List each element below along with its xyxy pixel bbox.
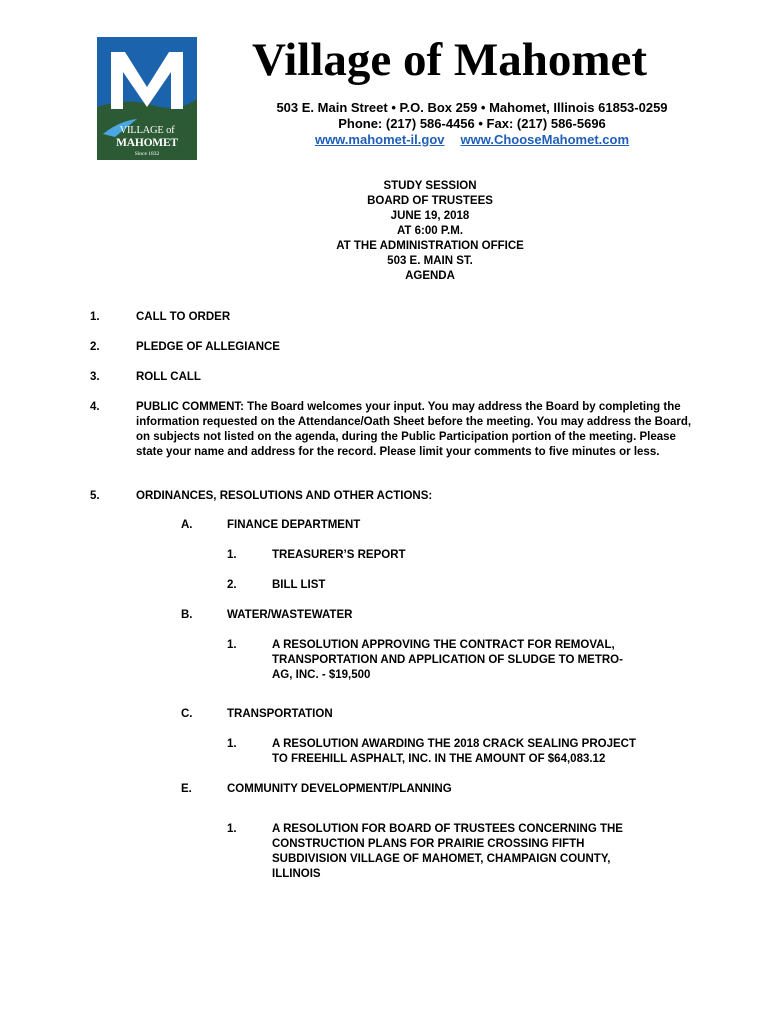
item-text: ROLL CALL [136, 371, 201, 383]
address-line: 503 E. Main Street • P.O. Box 259 • Mahomet, Illinois 61853-0259 [276, 100, 668, 115]
item-number: 3. [90, 371, 100, 383]
sub-item-line: A RESOLUTION FOR BOARD OF TRUSTEES CONCERNING THE [272, 823, 623, 835]
sub-item-text: BILL LIST [272, 579, 326, 591]
item-number: 5. [90, 490, 100, 502]
section-letter: A. [181, 519, 193, 531]
session-line: 503 E. MAIN ST. [387, 255, 473, 267]
sub-item-number: 1. [227, 823, 237, 835]
section-title: TRANSPORTATION [227, 708, 333, 720]
logo-line-village-of: VILLAGE of [119, 125, 175, 136]
section-title: COMMUNITY DEVELOPMENT/PLANNING [227, 783, 452, 795]
sub-item-line: TRANSPORTATION AND APPLICATION OF SLUDGE TO METRO- [272, 654, 623, 666]
document-title: Village of Mahomet [252, 34, 648, 86]
sub-item-number: 1. [227, 549, 237, 561]
sub-item-line: A RESOLUTION AWARDING THE 2018 CRACK SEALING PROJECT [272, 738, 636, 750]
section-letter: C. [181, 708, 193, 720]
sub-item-line: SUBDIVISION VILLAGE OF MAHOMET, CHAMPAIGN COUNTY, [272, 853, 611, 865]
section-letter: B. [181, 609, 193, 621]
sub-item-number: 2. [227, 579, 237, 591]
sub-item-line: TO FREEHILL ASPHALT, INC. IN THE AMOUNT OF $64,083.12 [272, 753, 606, 765]
session-line: STUDY SESSION [383, 180, 477, 192]
sub-item-line: A RESOLUTION APPROVING THE CONTRACT FOR REMOVAL, [272, 639, 615, 651]
logo-since: Since 1832 [134, 151, 160, 157]
item-text: ORDINANCES, RESOLUTIONS AND OTHER ACTIONS: [136, 490, 433, 502]
village-logo [97, 37, 197, 160]
sub-item-line: AG, INC. - $19,500 [272, 669, 371, 681]
sub-item-text: TREASURER’S REPORT [272, 549, 406, 561]
sub-item-line: CONSTRUCTION PLANS FOR PRAIRIE CROSSING FIFTH [272, 838, 585, 850]
section-title: WATER/WASTEWATER [227, 609, 353, 621]
session-line: AT THE ADMINISTRATION OFFICE [336, 240, 524, 252]
website-link-mahomet-il[interactable]: www.mahomet-il.gov [314, 132, 445, 147]
session-line: BOARD OF TRUSTEES [367, 195, 493, 207]
sub-item-number: 1. [227, 738, 237, 750]
logo-line-mahomet: MAHOMET [116, 137, 178, 149]
item-text: CALL TO ORDER [136, 311, 231, 323]
session-line: JUNE 19, 2018 [390, 210, 470, 222]
session-line: AT 6:00 P.M. [396, 225, 464, 237]
sub-item-number: 1. [227, 639, 237, 651]
item-number: 1. [90, 311, 100, 323]
website-link-choose-mahomet[interactable]: www.ChooseMahomet.com [460, 132, 630, 147]
website-links [252, 131, 692, 148]
sub-item-line: ILLINOIS [272, 868, 321, 880]
item-number: 2. [90, 341, 100, 353]
phone-fax-line: Phone: (217) 586-4456 • Fax: (217) 586-5696 [338, 116, 606, 131]
section-letter: E. [181, 783, 192, 795]
session-line: AGENDA [405, 270, 455, 282]
item-number: 4. [90, 401, 100, 413]
session-heading [250, 179, 610, 284]
public-comment-text: PUBLIC COMMENT: The Board welcomes your input. You may address the Board by completing the information requested on the Attendance/Oath Sheet before the meeting. You may address the Board, on subjects not listed on the agenda, during the Public Participation portion of the meeting. Please state your name and address for the record. Please limit your comments to five minutes or less. [136, 401, 692, 458]
section-title: FINANCE DEPARTMENT [227, 519, 361, 531]
item-text: PLEDGE OF ALLEGIANCE [136, 341, 280, 353]
